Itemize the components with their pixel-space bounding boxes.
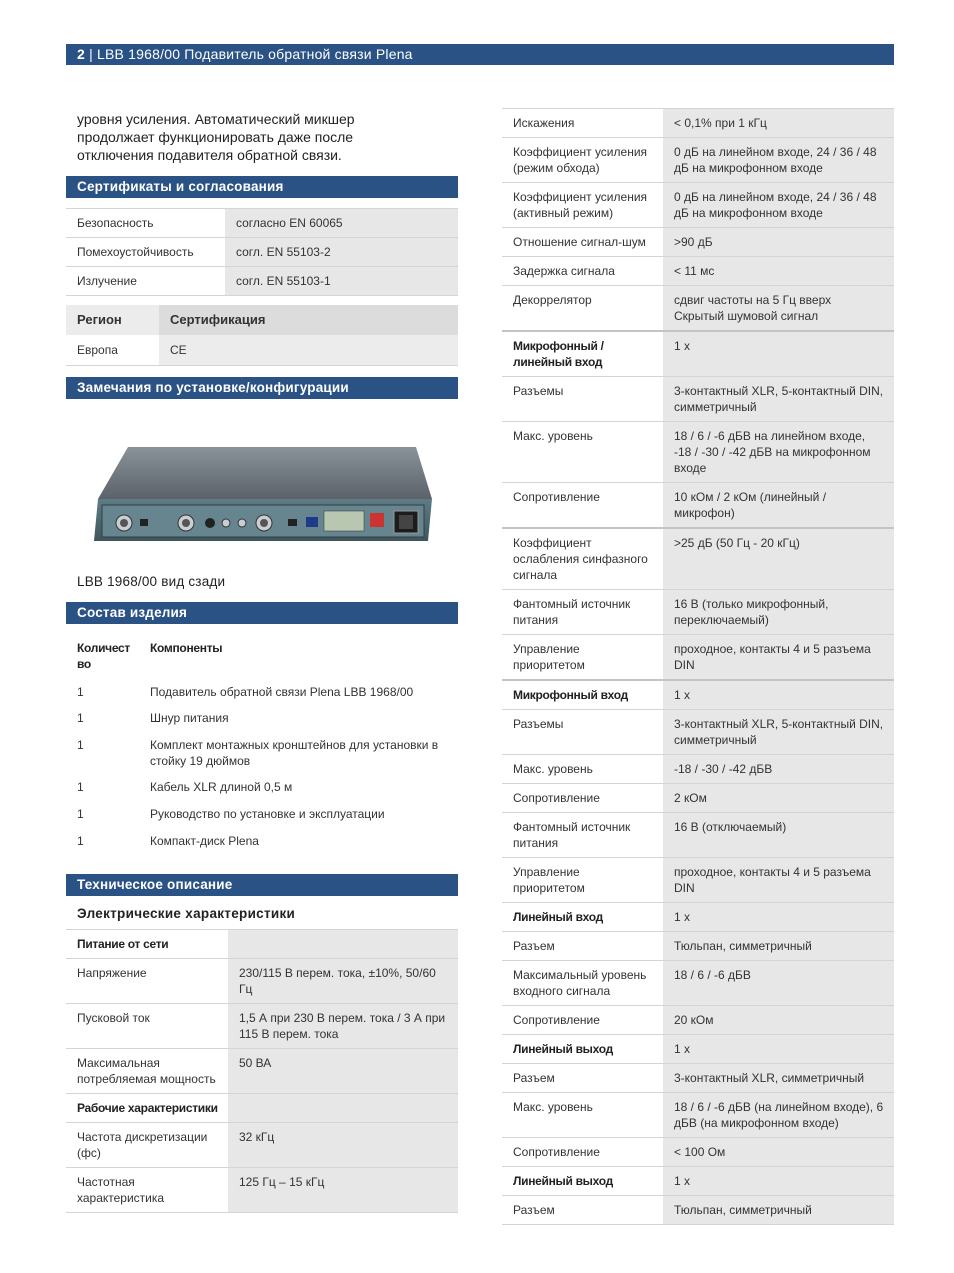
spec-value: 3-контактный XLR, 5-контактный DIN, симметричный bbox=[663, 710, 894, 755]
spec-value: 16 В (только микрофонный, переключаемый) bbox=[663, 590, 894, 635]
spec-row bbox=[66, 1049, 458, 1094]
spec-row bbox=[66, 959, 458, 1004]
spec-row bbox=[502, 1035, 894, 1064]
spec-row bbox=[502, 483, 894, 529]
spec-label: Макс. уровень bbox=[502, 1093, 663, 1138]
composition-table bbox=[66, 640, 458, 860]
spec-label: Декоррелятор bbox=[502, 286, 663, 332]
spec-row bbox=[502, 422, 894, 483]
spec-value: 2 кОм bbox=[663, 784, 894, 813]
spec-label: Микрофонный / линейный вход bbox=[502, 331, 663, 377]
electrical-subheading: Электрические характеристики bbox=[77, 906, 296, 921]
spec-row bbox=[502, 183, 894, 228]
device-rear-photo bbox=[76, 419, 448, 559]
composition-qty: 1 bbox=[77, 807, 84, 821]
spec-value: 3-контактный XLR, 5-контактный DIN, симметричный bbox=[663, 377, 894, 422]
spec-label: Фантомный источник питания bbox=[502, 590, 663, 635]
composition-qty: 1 bbox=[77, 738, 84, 752]
spec-label: Линейный выход bbox=[502, 1167, 663, 1196]
page-number: 2 bbox=[77, 46, 85, 62]
spec-label: Излучение bbox=[66, 267, 225, 296]
spec-value: >90 дБ bbox=[663, 228, 894, 257]
electrical-table-left bbox=[66, 929, 458, 1213]
spec-label: Микрофонный вход bbox=[502, 680, 663, 710]
spec-row bbox=[66, 238, 458, 267]
certs-table bbox=[66, 208, 458, 296]
spec-value: 50 ВА bbox=[228, 1049, 458, 1094]
spec-label: Сопротивление bbox=[502, 1006, 663, 1035]
spec-label: Макс. уровень bbox=[502, 755, 663, 784]
qty-header-l2: во bbox=[77, 657, 91, 671]
spec-row bbox=[502, 903, 894, 932]
install-heading: Замечания по установке/конфигурации bbox=[66, 377, 458, 399]
spec-label: Искажения bbox=[502, 109, 663, 138]
composition-component: Шнур питания bbox=[150, 711, 229, 725]
spec-row bbox=[502, 710, 894, 755]
certification-col-header: Сертификация bbox=[159, 305, 458, 335]
composition-qty: 1 bbox=[77, 780, 84, 794]
spec-row bbox=[502, 784, 894, 813]
spec-row bbox=[502, 1196, 894, 1225]
spec-row bbox=[502, 228, 894, 257]
spec-value: 1 x bbox=[663, 903, 894, 932]
spec-value: -18 / -30 / -42 дБВ bbox=[663, 755, 894, 784]
spec-label: Коэффициент усиления (режим обхода) bbox=[502, 138, 663, 183]
spec-row bbox=[66, 209, 458, 238]
spec-value: 1,5 А при 230 В перем. тока / 3 А при 115 В перем. тока bbox=[228, 1004, 458, 1049]
spec-row bbox=[66, 1168, 458, 1213]
spec-label: Разъемы bbox=[502, 710, 663, 755]
spec-label: Разъем bbox=[502, 1064, 663, 1093]
composition-component: Компакт-диск Plena bbox=[150, 834, 259, 848]
page-header-title: LBB 1968/00 Подавитель обратной связи Plena bbox=[97, 46, 413, 62]
spec-value: 18 / 6 / -6 дБВ на линейном входе, -18 / -30 / -42 дБВ на микрофонном входе bbox=[663, 422, 894, 483]
tech-heading: Техническое описание bbox=[66, 874, 458, 896]
region-cell: Европа bbox=[66, 335, 159, 366]
spec-value: 1 x bbox=[663, 680, 894, 710]
composition-row bbox=[66, 779, 458, 806]
spec-label: Линейный вход bbox=[502, 903, 663, 932]
spec-label: Помехоустойчивость bbox=[66, 238, 225, 267]
spec-label: Управление приоритетом bbox=[502, 858, 663, 903]
composition-row bbox=[66, 737, 458, 779]
spec-value: Тюльпан, симметричный bbox=[663, 1196, 894, 1225]
spec-row bbox=[502, 1006, 894, 1035]
spec-label: Сопротивление bbox=[502, 483, 663, 529]
spec-value: < 100 Ом bbox=[663, 1138, 894, 1167]
spec-value: согласно EN 60065 bbox=[225, 209, 458, 238]
spec-label: Отношение сигнал-шум bbox=[502, 228, 663, 257]
spec-row bbox=[502, 331, 894, 377]
spec-row bbox=[502, 932, 894, 961]
spec-label: Задержка сигнала bbox=[502, 257, 663, 286]
spec-value: проходное, контакты 4 и 5 разъема DIN bbox=[663, 635, 894, 681]
spec-value: Тюльпан, симметричный bbox=[663, 932, 894, 961]
spec-label: Рабочие характеристики bbox=[66, 1094, 228, 1123]
spec-row bbox=[502, 813, 894, 858]
spec-row bbox=[502, 1138, 894, 1167]
spec-label: Управление приоритетом bbox=[502, 635, 663, 681]
region-table bbox=[66, 305, 458, 366]
spec-value bbox=[228, 930, 458, 959]
spec-value: согл. EN 55103-2 bbox=[225, 238, 458, 267]
spec-label: Безопасность bbox=[66, 209, 225, 238]
spec-row bbox=[502, 1167, 894, 1196]
spec-row bbox=[66, 1004, 458, 1049]
spec-row bbox=[502, 858, 894, 903]
spec-label: Питание от сети bbox=[66, 930, 228, 959]
composition-heading: Состав изделия bbox=[66, 602, 458, 624]
certification-cell: CE bbox=[159, 335, 458, 366]
qty-header-l1: Количест bbox=[77, 641, 130, 655]
spec-value: 18 / 6 / -6 дБВ bbox=[663, 961, 894, 1006]
spec-row bbox=[502, 590, 894, 635]
spec-row bbox=[66, 1123, 458, 1168]
composition-row bbox=[66, 806, 458, 833]
spec-value: согл. EN 55103-1 bbox=[225, 267, 458, 296]
composition-qty: 1 bbox=[77, 711, 84, 725]
spec-label: Фантомный источник питания bbox=[502, 813, 663, 858]
spec-label: Частота дискретизации (фс) bbox=[66, 1123, 228, 1168]
photo-caption: LBB 1968/00 вид сзади bbox=[77, 574, 226, 589]
composition-component: Кабель XLR длиной 0,5 м bbox=[150, 780, 293, 794]
spec-value: 18 / 6 / -6 дБВ (на линейном входе), 6 дБВ (на микрофонном входе) bbox=[663, 1093, 894, 1138]
spec-value: 3-контактный XLR, симметричный bbox=[663, 1064, 894, 1093]
spec-row bbox=[502, 257, 894, 286]
right-column bbox=[502, 107, 894, 1225]
spec-value: 16 В (отключаемый) bbox=[663, 813, 894, 858]
spec-label: Сопротивление bbox=[502, 784, 663, 813]
components-col-header: Компоненты bbox=[150, 641, 223, 655]
certs-heading: Сертификаты и согласования bbox=[66, 176, 458, 198]
spec-value: < 11 мс bbox=[663, 257, 894, 286]
composition-component: Комплект монтажных кронштейнов для установки в стойку 19 дюймов bbox=[150, 738, 439, 768]
composition-row bbox=[66, 833, 458, 860]
composition-component: Руководство по установке и эксплуатации bbox=[150, 807, 385, 821]
spec-label: Разъем bbox=[502, 932, 663, 961]
spec-row bbox=[502, 528, 894, 590]
spec-row bbox=[502, 286, 894, 332]
spec-value: сдвиг частоты на 5 Гц вверх Скрытый шумовой сигнал bbox=[663, 286, 894, 332]
spec-row bbox=[502, 377, 894, 422]
spec-value: 1 x bbox=[663, 1167, 894, 1196]
spec-row bbox=[502, 635, 894, 681]
spec-label: Сопротивление bbox=[502, 1138, 663, 1167]
spec-label: Разъемы bbox=[502, 377, 663, 422]
spec-value: 20 кОм bbox=[663, 1006, 894, 1035]
spec-row bbox=[502, 109, 894, 138]
spec-row bbox=[502, 680, 894, 710]
spec-value: 1 x bbox=[663, 1035, 894, 1064]
spec-row bbox=[66, 1094, 458, 1123]
spec-label: Макс. уровень bbox=[502, 422, 663, 483]
spec-value: 32 кГц bbox=[228, 1123, 458, 1168]
spec-row bbox=[502, 138, 894, 183]
intro-text: уровня усиления. Автоматический микшер продолжает функционировать даже после отключения подавителя обратной связи. bbox=[77, 111, 355, 163]
spec-value: 125 Гц – 15 кГц bbox=[228, 1168, 458, 1213]
spec-value: 0 дБ на линейном входе, 24 / 36 / 48 дБ на микрофонном входе bbox=[663, 183, 894, 228]
spec-label: Частотная характеристика bbox=[66, 1168, 228, 1213]
qty-col-header bbox=[66, 640, 139, 684]
spec-value: < 0,1% при 1 кГц bbox=[663, 109, 894, 138]
composition-component: Подавитель обратной связи Plena LBB 1968/00 bbox=[150, 685, 414, 699]
spec-row bbox=[502, 755, 894, 784]
composition-qty: 1 bbox=[77, 685, 84, 699]
spec-label: Пусковой ток bbox=[66, 1004, 228, 1049]
spec-label: Коэффициент усиления (активный режим) bbox=[502, 183, 663, 228]
electrical-table-right bbox=[502, 108, 894, 1225]
composition-row bbox=[66, 710, 458, 737]
spec-row bbox=[66, 267, 458, 296]
spec-label: Коэффициент ослабления синфазного сигнала bbox=[502, 528, 663, 590]
spec-row bbox=[66, 930, 458, 959]
spec-row bbox=[502, 1093, 894, 1138]
spec-label: Максимальный уровень входного сигнала bbox=[502, 961, 663, 1006]
composition-qty: 1 bbox=[77, 834, 84, 848]
composition-row bbox=[66, 684, 458, 710]
spec-value: >25 дБ (50 Гц - 20 кГц) bbox=[663, 528, 894, 590]
page-header-bar: 2 | LBB 1968/00 Подавитель обратной связи Plena bbox=[66, 44, 894, 65]
spec-label: Разъем bbox=[502, 1196, 663, 1225]
spec-label: Напряжение bbox=[66, 959, 228, 1004]
spec-value: 0 дБ на линейном входе, 24 / 36 / 48 дБ на микрофонном входе bbox=[663, 138, 894, 183]
spec-value: 10 кОм / 2 кОм (линейный / микрофон) bbox=[663, 483, 894, 529]
spec-value: 1 x bbox=[663, 331, 894, 377]
left-column bbox=[66, 107, 458, 1213]
spec-row bbox=[502, 1064, 894, 1093]
spec-value: проходное, контакты 4 и 5 разъема DIN bbox=[663, 858, 894, 903]
spec-label: Максимальная потребляемая мощность bbox=[66, 1049, 228, 1094]
spec-label: Линейный выход bbox=[502, 1035, 663, 1064]
spec-row bbox=[502, 961, 894, 1006]
region-col-header: Регион bbox=[66, 305, 159, 335]
spec-value bbox=[228, 1094, 458, 1123]
spec-value: 230/115 В перем. тока, ±10%, 50/60 Гц bbox=[228, 959, 458, 1004]
